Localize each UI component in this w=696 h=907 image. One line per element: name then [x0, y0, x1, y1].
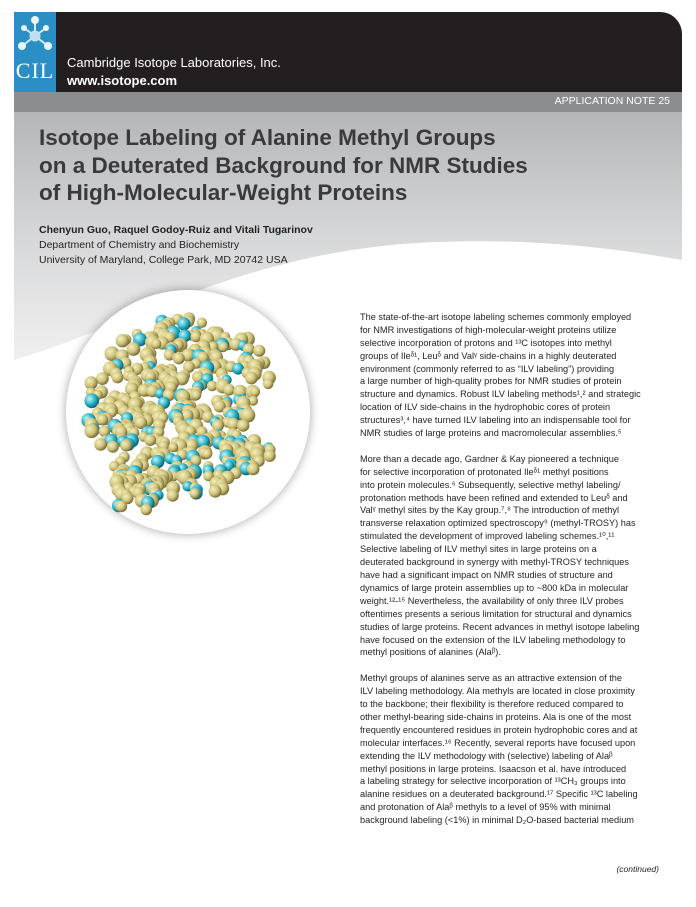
affiliation-line: University of Maryland, College Park, MD 20742 USA	[39, 254, 288, 266]
protein-atom	[140, 504, 152, 516]
protein-atom	[97, 414, 108, 425]
text-line: Methyl groups of alanines serve as an attractive extension of the	[360, 673, 622, 684]
text-line: ILV labeling methodology. Ala methyls are located in close proximity	[360, 686, 635, 697]
logo-text: CIL	[15, 58, 55, 83]
article-body	[360, 298, 660, 840]
text-line: More than a decade ago, Gardner & Kay pioneered a technique	[360, 453, 619, 464]
protein-atom	[245, 372, 258, 385]
text-line: for NMR investigations of high-molecular-weight proteins utilize	[360, 324, 617, 335]
text-line: structures³,⁴ have turned ILV labeling into an indispensable tool for	[360, 415, 631, 426]
protein-atom	[116, 334, 129, 347]
text-line: protonation methods have been refined and extended to Leuᵟ and	[360, 492, 628, 503]
title-line: Isotope Labeling of Alanine Methyl Groups	[39, 125, 496, 150]
protein-atom	[115, 500, 127, 512]
protein-atom	[84, 424, 98, 438]
text-line: alanine residues on a deuterated background.¹⁷ Specific ¹³C labeling	[360, 789, 638, 800]
text-line: The state-of-the-art isotope labeling schemes commonly employed	[360, 311, 632, 322]
text-line: have focused on the extension of the ILV labeling methodology to	[360, 634, 626, 645]
continued-note: (continued)	[616, 864, 659, 874]
title-line: on a Deuterated Background for NMR Studies	[39, 152, 528, 178]
text-line: location of ILV side-chains in the hydrophobic cores of protein	[360, 402, 611, 413]
molecule-icon	[16, 14, 54, 54]
protein-atom	[218, 342, 228, 352]
protein-atom	[202, 449, 212, 459]
application-note-label: APPLICATION NOTE 25	[554, 95, 670, 107]
text-line: into protein molecules.⁶ Subsequently, selective methyl labeling/	[360, 479, 621, 490]
text-line: Selective labeling of ILV methyl sites in large proteins on a	[360, 544, 597, 555]
text-line: a labeling strategy for selective incorporation of ¹³CH₃ groups into	[360, 776, 626, 787]
page-title	[39, 124, 599, 207]
protein-atom	[223, 384, 235, 396]
company-name: Cambridge Isotope Laboratories, Inc.	[67, 55, 281, 70]
text-line: to the backbone; their flexibility is therefore reduced compared to	[360, 699, 624, 710]
protein-atom	[173, 353, 185, 365]
text-line: have had a significant impact on NMR studies of structure and	[360, 570, 613, 580]
protein-atom	[190, 488, 200, 498]
text-line: stimulated the development of improved labeling schemes.¹⁰,¹¹	[360, 531, 615, 542]
text-line: studies of large proteins. Recent advances in methyl isotope labeling	[360, 621, 640, 632]
protein-atom	[209, 485, 222, 498]
protein-atom	[120, 440, 132, 452]
text-line: groups of Ileᵟ¹, Leuᵟ and Valᵞ side-chains in a highly deuterated	[360, 350, 617, 361]
text-line: a large number of high-quality probes for NMR studies of protein	[360, 376, 622, 387]
protein-atom	[191, 390, 201, 400]
header-bar	[14, 12, 682, 92]
affiliation	[39, 238, 288, 268]
text-line: frequently encountered residues in protein hydrophobic cores and at	[360, 724, 638, 735]
title-line: of High-Molecular-Weight Proteins	[39, 180, 408, 205]
protein-atom	[237, 419, 249, 431]
protein-atom	[250, 387, 260, 397]
text-line: deuterated background in synergy with methyl-TROSY techniques	[360, 557, 629, 568]
text-line: for selective incorporation of protonated Ileᵟ¹ methyl positions	[360, 466, 609, 477]
text-line: and protonation of Alaᵝ methyls to a level of 95% with minimal	[360, 802, 611, 813]
protein-atom	[94, 438, 107, 451]
methyl-atom	[177, 317, 190, 330]
protein-image-frame	[66, 290, 310, 534]
text-line: background labeling (<1%) in minimal D₂O-based bacterial medium	[360, 815, 634, 826]
text-line: NMR studies of large proteins and macromolecular assemblies.⁵	[360, 428, 622, 439]
protein-atom	[247, 463, 260, 476]
protein-atom	[96, 372, 109, 385]
affiliation-line: Department of Chemistry and Biochemistry	[39, 239, 240, 251]
protein-atom	[167, 489, 179, 501]
text-line: transverse relaxation optimized spectroscopy⁹ (methyl-TROSY) has	[360, 518, 636, 529]
protein-atom	[127, 342, 141, 356]
text-line: other methyl-bearing side-chains in proteins. Ala is one of the most	[360, 711, 632, 722]
text-line: weight.¹²-¹⁵ Nevertheless, the availability of only three ILV probes	[360, 595, 624, 606]
text-line: molecular interfaces.¹⁶ Recently, several reports have focused upon	[360, 737, 636, 748]
website-link[interactable]: www.isotope.com	[67, 73, 178, 88]
protein-atom	[264, 450, 276, 462]
application-note-band	[14, 92, 682, 112]
text-line: extending the ILV methodology with (selective) labeling of Alaᵝ	[360, 750, 613, 761]
protein-atom	[168, 442, 178, 452]
protein-atom	[107, 441, 119, 453]
text-line: selective incorporation of protons and ¹³C isotopes into methyl	[360, 337, 612, 348]
authors: Chenyun Guo, Raquel Godoy-Ruiz and Vitali Tugarinov	[39, 224, 313, 236]
protein-sphere-model	[66, 290, 310, 534]
cil-logo	[14, 12, 56, 92]
protein-atom	[263, 379, 273, 389]
text-line: methyl positions of alanines (Alaᵝ).	[360, 647, 501, 658]
text-line: methyl positions in large proteins. Isaacson et al. have introduced	[360, 763, 627, 774]
protein-atom	[144, 434, 156, 446]
protein-atom	[253, 345, 265, 357]
protein-atom	[112, 372, 124, 384]
text-line: dynamics of large protein assemblies up to ~800 kDa in molecular	[360, 582, 629, 593]
text-line: Valᵞ methyl sites by the Kay group.⁷,⁸ The introduction of methyl	[360, 505, 620, 516]
text-line: oftentimes presents a serious limitation for structural and dynamics	[360, 608, 632, 619]
text-line: structure and dynamics. Robust ILV labeling methods¹,² and strategic	[360, 389, 641, 400]
text-line: environment (commonly referred to as “ILV labeling”) providing	[360, 363, 615, 374]
